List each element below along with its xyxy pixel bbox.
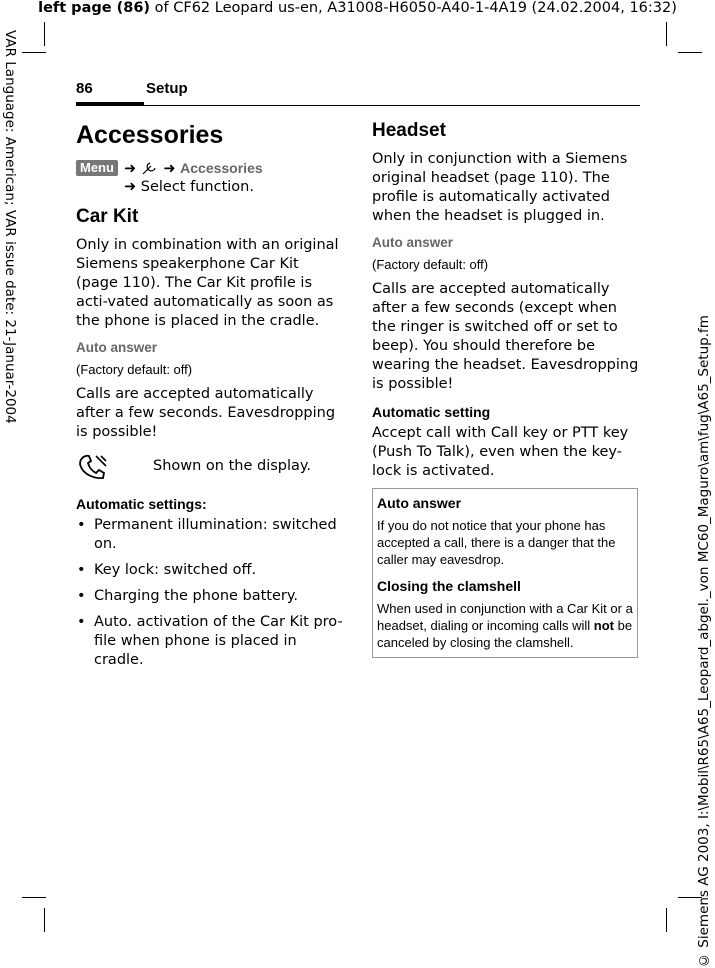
arrow-right-icon: ➜ — [124, 179, 137, 195]
auto-answer-phone-icon — [76, 452, 112, 482]
left-column — [76, 118, 344, 677]
note-text-clamshell-a: When used in conjunction with a Car Kit or a headset, dialing or incoming calls will — [377, 601, 633, 633]
menu-path — [76, 158, 344, 198]
headset-factory-default: (Factory default: off) — [372, 257, 489, 272]
menu-path-accessories: Accessories — [180, 160, 263, 176]
menu-path-line2 — [124, 177, 254, 197]
print-header-page: left page (86) — [38, 0, 151, 16]
headset-auto-answer-text: Calls are accepted automatically after a few seconds (except when the ringer is switched off or set to beep). You should therefore be wearing the headset. Eavesdropping is possible! — [372, 281, 639, 392]
header-rule — [76, 105, 640, 106]
side-language-info: VAR Language: American; VAR issue date: 21-Januar-2004 — [2, 30, 18, 424]
page-number: 86 — [76, 80, 93, 97]
arrow-right-icon: ➜ — [124, 161, 137, 177]
note-box — [372, 488, 638, 658]
crop-mark — [22, 52, 46, 53]
right-column — [372, 118, 640, 489]
crop-mark — [22, 897, 46, 898]
list-item: • Permanent illumination: switched on. — [76, 516, 344, 554]
crop-mark — [44, 908, 45, 932]
arrow-right-icon: ➜ — [163, 161, 176, 177]
note-text-auto-answer: If you do not notice that your phone has accepted a call, there is a danger that the caller may eavesdrop. — [377, 518, 616, 567]
headset-auto-answer-label: Auto answer — [372, 235, 454, 250]
page-title: Accessories — [76, 121, 224, 149]
note-title-clamshell: Closing the clamshell — [377, 578, 521, 594]
menu-path-select: Select function. — [140, 179, 254, 195]
headset-auto-setting-label: Automatic setting — [372, 404, 491, 420]
list-item: • Charging the phone battery. — [76, 587, 344, 606]
note-text-clamshell-b: be canceled by closing the clamshell. — [377, 618, 633, 650]
note-text-clamshell — [377, 600, 633, 651]
print-header-doc: of CF62 Leopard us-en, A31008-H6050-A40-1-4A19 (24.02.2004, 16:32) — [150, 0, 677, 16]
print-header — [0, 0, 715, 16]
display-symbol-text: Shown on the display. — [153, 458, 312, 474]
headset-intro: Only in conjunction with a Siemens original headset (page 110). The profile is automatically activated when the headset is plugged in. — [372, 151, 628, 224]
menu-key: Menu — [76, 160, 118, 176]
carkit-settings-list — [76, 516, 344, 670]
display-symbol-row — [76, 452, 344, 482]
list-item: • Auto. activation of the Car Kit pro-file when phone is placed in cradle. — [76, 613, 344, 670]
carkit-intro: Only in combination with an original Siemens speakerphone Car Kit (page 110). The Car Kit profile is acti-vated automatically as soon as the phone is placed in the cradle. — [76, 237, 339, 329]
menu-path-line1 — [124, 158, 263, 179]
note-text-clamshell-not: not — [593, 618, 614, 633]
carkit-heading: Car Kit — [76, 206, 139, 227]
crop-mark — [666, 908, 667, 932]
section-title: Setup — [146, 80, 188, 97]
carkit-factory-default: (Factory default: off) — [76, 362, 193, 377]
list-item: • Key lock: switched off. — [76, 561, 344, 580]
note-title-auto-answer: Auto answer — [377, 495, 462, 511]
side-copyright-info: © Siemens AG 2003, I:\Mobil\R65\A65_Leopard_abgel._von MC60_Maguro\am\fug\A65_Setup.fm — [696, 315, 712, 968]
carkit-settings-heading: Automatic settings: — [76, 496, 207, 512]
settings-wrench-icon — [141, 160, 159, 176]
crop-mark — [44, 22, 45, 46]
carkit-auto-answer-text: Calls are accepted automatically after a few seconds. Eavesdropping is possible! — [76, 386, 336, 440]
crop-mark — [678, 52, 702, 53]
carkit-auto-answer-label: Auto answer — [76, 340, 158, 355]
headset-heading: Headset — [372, 120, 446, 141]
crop-mark — [666, 22, 667, 46]
headset-auto-setting-text: Accept call with Call key or PTT key (Push To Talk), even when the key-lock is activated. — [372, 425, 629, 479]
